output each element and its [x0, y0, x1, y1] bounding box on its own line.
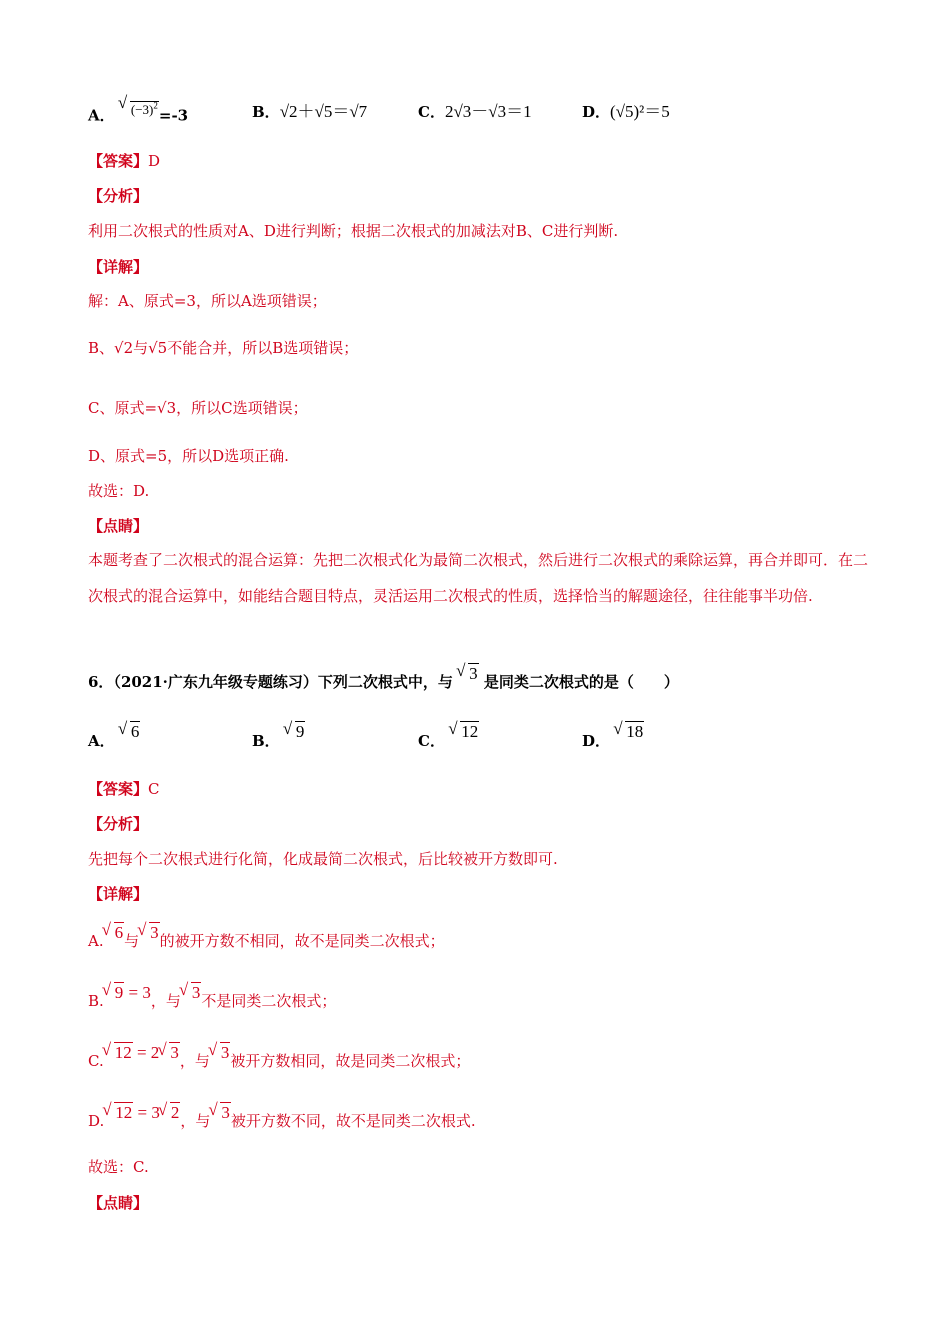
q5-choose: 故选：D. [88, 482, 150, 500]
q5-detail-a: 解：A、原式=3，所以A选项错误； [88, 292, 327, 310]
q6-detail-d: D.√ 12 = 3√ 2，与√ 3被开方数不同，故不是同类二次根式. [88, 1110, 880, 1132]
q6-option-d: D． √ 18 [582, 730, 644, 752]
q5-option-b: B．√2＋√5＝√7 [252, 102, 368, 121]
q6-detail-a: A.√ 6与√ 3的被开方数不相同，故不是同类二次根式； [88, 930, 880, 952]
q6-answer: 【答案】C [88, 780, 160, 798]
q6-analysis-tag: 【分析】 [88, 815, 149, 833]
q6-option-a: A． √ 6 [88, 730, 140, 752]
q6-option-b: B． √ 9 [252, 730, 305, 752]
q5-option-d: D．(√5)²＝5 [582, 102, 670, 121]
q6-stem: 6．（2021·广东九年级专题练习）下列二次根式中，与 √ 3 是同类二次根式的是（ ） [88, 671, 880, 693]
q6-analysis: 先把每个二次根式进行化简，化成最简二次根式，后比较被开方数即可. [88, 850, 558, 868]
q5-analysis: 利用二次根式的性质对A、D进行判断；根据二次根式的加减法对B、C进行判断. [88, 222, 619, 240]
q6-comment-tag: 【点睛】 [88, 1194, 149, 1212]
q5-detail-c: C、原式=√3，所以C选项错误； [88, 399, 308, 417]
q6-choose: 故选：C. [88, 1158, 149, 1176]
q5-answer: 【答案】D [88, 152, 161, 170]
q6-detail-c: C.√ 12 = 2√ 3，与√ 3被开方数相同，故是同类二次根式； [88, 1050, 880, 1072]
q6-detail-tag: 【详解】 [88, 885, 149, 903]
q5-option-a: A． √ $(-3)^2=-3$ [88, 101, 188, 127]
q5-comment: 本题考查了二次根式的混合运算：先把二次根式化为最简二次根式，然后进行二次根式的乘除运算，再合并即可．在二次根式的混合运算中，如能结合题目特点，灵活运用二次根式的性质，选择恰当的解题途径，往往能事半功倍. [88, 551, 869, 605]
q5-detail-tag: 【详解】 [88, 258, 149, 276]
q5-detail-d: D、原式=5，所以D选项正确. [88, 447, 289, 465]
q5-comment-tag: 【点睛】 [88, 517, 149, 535]
q5-option-c: C．2√3－√3＝1 [418, 102, 532, 121]
q6-detail-b: B.√ 9 = 3，与√ 3不是同类二次根式； [88, 990, 880, 1012]
q6-option-c: C． √ 12 [418, 730, 479, 752]
q5-detail-b: B、√2与√5不能合并，所以B选项错误； [88, 339, 359, 357]
q5-analysis-tag: 【分析】 [88, 187, 149, 205]
